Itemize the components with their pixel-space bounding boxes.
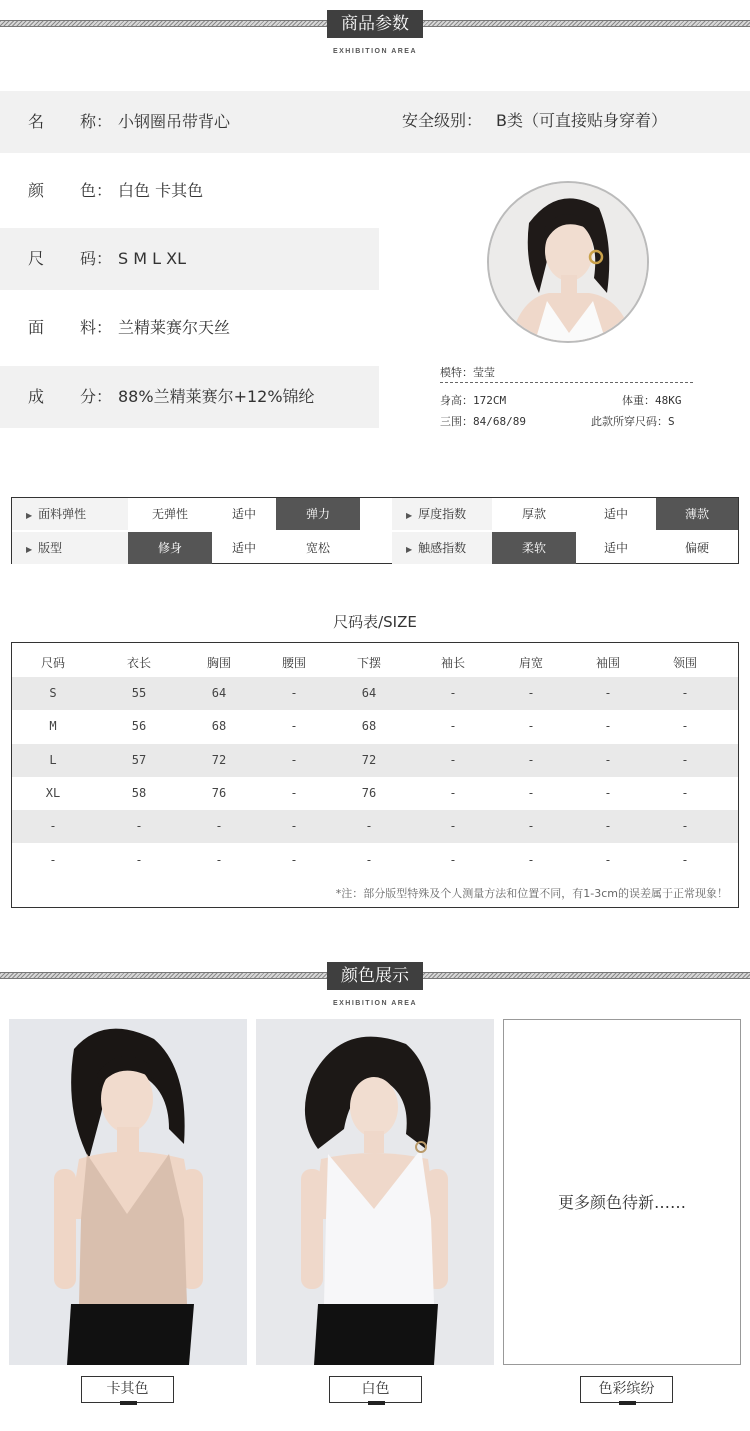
params-section-header <box>0 10 750 55</box>
size-cell: - <box>604 719 612 734</box>
size-cell: - <box>681 752 689 767</box>
size-cell: L <box>49 752 57 767</box>
param-label-a: 尺 <box>28 249 45 268</box>
attr-option: 偏硬 <box>684 541 709 555</box>
attr-label-thickness: ▶ 厚度指数 <box>392 498 492 530</box>
param-label-b: 料： <box>80 318 113 337</box>
model-info-divider <box>440 382 693 383</box>
param-label-b: 码： <box>80 249 113 268</box>
param-label-a: 面 <box>28 318 45 337</box>
size-cell: 76 <box>361 785 377 800</box>
size-cell: - <box>290 819 298 834</box>
colors-section-title: 颜色展示 <box>327 962 423 990</box>
size-table-row <box>12 844 738 877</box>
param-label-a: 名 <box>28 112 45 131</box>
param-label-a: 颜 <box>28 181 45 200</box>
size-cell: - <box>604 686 612 700</box>
params-section-title: 商品参数 <box>327 10 423 38</box>
white-top-illustration <box>256 1019 494 1365</box>
size-cell: - <box>449 686 457 700</box>
size-cell: - <box>49 852 57 867</box>
size-header-cell: 领围 <box>672 656 698 670</box>
size-cell: - <box>681 785 689 800</box>
size-cell: - <box>527 819 535 834</box>
param-row-fabric <box>0 297 379 359</box>
khaki-product-photo <box>9 1019 247 1365</box>
model-measurements: 三围：84/68/89 <box>440 415 526 428</box>
size-cell: - <box>449 719 457 734</box>
caption-colorful: 色彩缤纷 <box>580 1376 673 1403</box>
attr-label-touch: ▶ 触感指数 <box>392 532 492 564</box>
size-table-title: 尺码表/SIZE <box>333 613 417 631</box>
size-header-cell: 尺码 <box>40 656 66 670</box>
model-photo <box>487 181 649 343</box>
size-cell: - <box>449 785 457 800</box>
size-cell: - <box>215 819 223 834</box>
attr-option-selected: 弹力 <box>276 498 360 530</box>
param-row-composition <box>0 366 379 428</box>
size-cell: 72 <box>211 752 227 767</box>
size-header-cell: 腰围 <box>281 656 307 670</box>
size-cell: - <box>215 852 223 867</box>
param-value: 小钢圈吊带背心 <box>118 112 231 131</box>
colors-section-header <box>0 962 750 1007</box>
size-cell: - <box>681 819 689 834</box>
model-size-worn: 此款所穿尺码：S <box>591 415 675 428</box>
size-cell: 68 <box>361 719 377 734</box>
model-illustration <box>489 183 649 343</box>
size-table-row <box>12 810 738 843</box>
size-cell: 55 <box>131 686 147 700</box>
param-value: 白色 卡其色 <box>118 181 204 200</box>
size-header-cell: 胸围 <box>206 656 232 670</box>
attr-option: 适中 <box>603 507 628 521</box>
size-header-cell: 下摆 <box>356 656 382 670</box>
size-cell: - <box>449 852 457 867</box>
size-header-cell: 肩宽 <box>518 656 544 670</box>
param-value: 88%兰精莱赛尔+12%锦纶 <box>118 387 315 406</box>
attributes-table <box>11 497 739 564</box>
size-cell: - <box>365 852 373 867</box>
params-section-subtitle: EXHIBITION AREA <box>332 48 418 55</box>
size-cell: 57 <box>131 752 147 767</box>
size-table-row <box>12 777 738 810</box>
size-table-note: *注：部分版型特殊及个人测量方法和位置不同，有1-3cm的误差属于正常现象！ <box>335 887 728 900</box>
size-cell: - <box>290 785 298 800</box>
param-label-a: 成 <box>28 387 45 406</box>
size-cell: - <box>527 686 535 700</box>
safety-label: 安全级别： <box>402 111 483 130</box>
param-label-b: 称： <box>80 112 113 131</box>
size-cell: 68 <box>211 719 227 734</box>
size-cell: - <box>604 819 612 834</box>
size-header-cell: 袖长 <box>440 656 466 670</box>
size-cell: S <box>49 686 57 700</box>
size-cell: 72 <box>361 752 377 767</box>
size-cell: - <box>527 719 535 734</box>
model-height: 身高：172CM <box>440 394 507 407</box>
param-row-size <box>0 228 379 290</box>
size-cell: - <box>49 819 57 834</box>
size-cell: XL <box>45 785 61 800</box>
size-cell: 58 <box>131 785 147 800</box>
attr-option-selected: 修身 <box>128 532 212 564</box>
attr-label-elasticity: ▶ 面料弹性 <box>12 498 128 530</box>
colors-section-subtitle: EXHIBITION AREA <box>332 1000 418 1007</box>
size-cell: - <box>604 785 612 800</box>
caption-white: 白色 <box>329 1376 422 1403</box>
white-product-photo <box>256 1019 494 1365</box>
size-cell: - <box>290 852 298 867</box>
size-cell: 64 <box>361 686 377 700</box>
size-cell: - <box>135 819 143 834</box>
size-cell: - <box>527 785 535 800</box>
size-cell: - <box>527 752 535 767</box>
param-label-b: 分： <box>80 387 113 406</box>
size-cell: - <box>527 852 535 867</box>
size-cell: - <box>449 819 457 834</box>
size-cell: - <box>290 752 298 767</box>
more-colors-panel <box>503 1019 741 1365</box>
size-header-cell: 袖围 <box>595 656 621 670</box>
size-cell: - <box>604 852 612 867</box>
safety-value: B类（可直接贴身穿着） <box>496 111 667 130</box>
safety-level <box>402 90 667 152</box>
model-name: 模特：莹莹 <box>440 366 495 379</box>
attr-option: 适中 <box>603 541 628 555</box>
attr-option: 适中 <box>231 541 256 555</box>
attr-option: 厚款 <box>521 507 546 521</box>
size-table-row <box>12 710 738 743</box>
size-cell: - <box>681 719 689 734</box>
attr-option: 适中 <box>231 507 256 521</box>
param-label-b: 色： <box>80 181 113 200</box>
size-table-row <box>12 744 738 777</box>
size-header-cell: 衣长 <box>126 656 152 670</box>
attr-option-selected: 柔软 <box>492 532 576 564</box>
size-cell: 64 <box>211 686 227 700</box>
size-cell: - <box>290 719 298 734</box>
param-value: S M L XL <box>118 249 187 268</box>
size-table-header <box>12 647 738 680</box>
size-cell: 76 <box>211 785 227 800</box>
khaki-top-illustration <box>9 1019 247 1365</box>
size-cell: - <box>681 686 689 700</box>
size-cell: M <box>49 719 57 734</box>
param-value: 兰精莱赛尔天丝 <box>118 318 231 337</box>
size-cell: 56 <box>131 719 147 734</box>
model-weight: 体重：48KG <box>622 394 682 407</box>
size-cell: - <box>290 686 298 700</box>
size-cell: - <box>365 819 373 834</box>
attr-option: 宽松 <box>305 541 330 555</box>
size-cell: - <box>681 852 689 867</box>
more-colors-text: 更多颜色待新…… <box>557 1193 686 1212</box>
attr-option: 无弹性 <box>151 507 188 521</box>
param-row-color <box>0 160 379 222</box>
caption-khaki: 卡其色 <box>81 1376 174 1403</box>
size-cell: - <box>449 752 457 767</box>
size-cell: - <box>604 752 612 767</box>
attr-option-selected: 薄款 <box>656 498 738 530</box>
size-table <box>11 642 739 908</box>
attr-label-fit: ▶ 版型 <box>12 532 128 564</box>
size-table-row <box>12 677 738 710</box>
size-cell: - <box>135 852 143 867</box>
